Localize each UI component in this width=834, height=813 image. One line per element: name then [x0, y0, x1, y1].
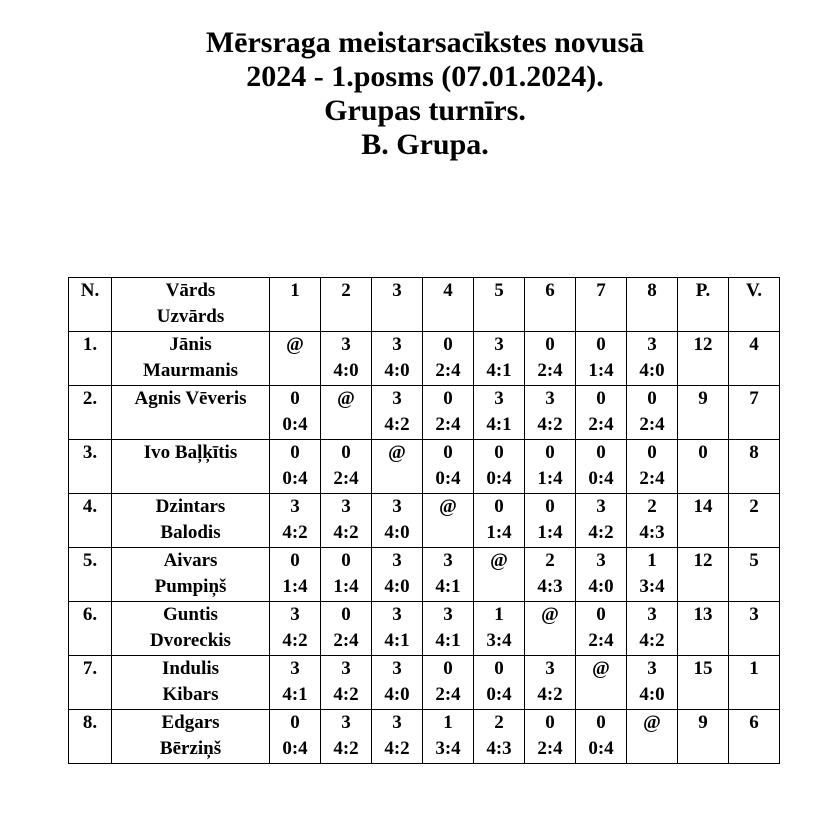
match-cell	[627, 494, 678, 548]
match-score: 3	[392, 604, 402, 625]
title-line-1: Mērsraga meistarsacīkstes novusā	[205, 26, 645, 59]
match-games: 1:4	[486, 522, 512, 543]
match-score: 0	[596, 442, 606, 463]
match-score: 3	[443, 550, 453, 571]
header-opponent-2: 2	[321, 278, 372, 332]
header-opponent-7: 7	[576, 278, 627, 332]
match-games: 2:4	[537, 738, 563, 759]
match-games: 2:4	[639, 414, 665, 435]
header-opponent-1: 1	[270, 278, 321, 332]
match-games: 3:4	[486, 630, 512, 651]
match-games: 1:4	[588, 360, 614, 381]
match-score: @	[286, 334, 304, 355]
match-cell	[525, 548, 576, 602]
match-score: @	[490, 550, 508, 571]
match-score: 0	[290, 388, 300, 409]
match-cell	[423, 656, 474, 710]
match-cell	[525, 602, 576, 656]
match-games: 2:4	[537, 360, 563, 381]
table-body	[69, 332, 780, 764]
match-games: 1:4	[333, 576, 359, 597]
match-cell	[423, 494, 474, 548]
match-cell	[627, 386, 678, 440]
match-cell	[372, 656, 423, 710]
total-points: 15	[678, 656, 729, 710]
match-score: 1	[494, 604, 504, 625]
match-score: 0	[545, 712, 555, 733]
match-games: 4:3	[537, 576, 563, 597]
match-score: 0	[341, 550, 351, 571]
match-score: 3	[392, 550, 402, 571]
player-name-line-2: Pumpiņš	[154, 576, 227, 597]
match-cell	[474, 602, 525, 656]
match-cell	[474, 332, 525, 386]
total-points: 9	[678, 710, 729, 764]
total-points: 14	[678, 494, 729, 548]
match-score: 0	[443, 388, 453, 409]
match-cell	[321, 440, 372, 494]
match-score: 0	[290, 550, 300, 571]
header-name-line-2: Uzvārds	[156, 306, 225, 327]
match-cell	[321, 548, 372, 602]
match-games: 4:2	[588, 522, 614, 543]
match-cell	[627, 548, 678, 602]
match-cell	[372, 602, 423, 656]
match-games: 4:1	[435, 576, 461, 597]
match-score: 3	[392, 712, 402, 733]
match-score: @	[388, 442, 406, 463]
header-name	[112, 278, 270, 332]
match-cell	[372, 494, 423, 548]
table-row	[69, 548, 780, 602]
player-name	[112, 710, 270, 764]
table-row	[69, 440, 780, 494]
match-cell	[576, 440, 627, 494]
match-score: 2	[545, 550, 555, 571]
match-games: 4:2	[639, 630, 665, 651]
match-cell	[576, 494, 627, 548]
match-cell	[372, 332, 423, 386]
match-cell	[576, 332, 627, 386]
match-games: 4:3	[639, 522, 665, 543]
match-cell	[627, 602, 678, 656]
match-score: @	[643, 712, 661, 733]
match-score: 2	[494, 712, 504, 733]
total-points: 12	[678, 332, 729, 386]
match-games: 2:4	[435, 414, 461, 435]
match-cell	[576, 710, 627, 764]
match-score: 3	[392, 496, 402, 517]
match-score: 3	[545, 388, 555, 409]
match-score: 3	[596, 550, 606, 571]
match-games: 0:4	[435, 468, 461, 489]
match-cell	[627, 332, 678, 386]
match-score: 3	[494, 334, 504, 355]
match-score: 0	[596, 334, 606, 355]
match-games: 4:1	[486, 414, 512, 435]
match-games: 4:0	[384, 360, 410, 381]
match-cell	[474, 386, 525, 440]
match-cell	[576, 386, 627, 440]
match-cell	[576, 602, 627, 656]
match-games: 4:0	[639, 360, 665, 381]
match-score: 2	[647, 496, 657, 517]
header-opponent-6: 6	[525, 278, 576, 332]
match-score: 3	[290, 604, 300, 625]
match-games: 2:4	[588, 414, 614, 435]
match-score: 0	[494, 442, 504, 463]
match-score: 3	[647, 604, 657, 625]
match-score: 3	[494, 388, 504, 409]
match-games: 4:0	[384, 684, 410, 705]
match-score: 3	[647, 658, 657, 679]
header-name-line-1: Vārds	[165, 280, 216, 301]
match-score: 0	[596, 388, 606, 409]
final-place: 2	[729, 494, 780, 548]
final-place: 4	[729, 332, 780, 386]
total-points: 9	[678, 386, 729, 440]
match-games: 0:4	[282, 468, 308, 489]
match-cell	[372, 548, 423, 602]
match-score: 0	[443, 442, 453, 463]
match-games: 3:4	[639, 576, 665, 597]
row-number: 6.	[69, 602, 112, 656]
match-score: 0	[545, 496, 555, 517]
row-number: 5.	[69, 548, 112, 602]
match-cell	[525, 440, 576, 494]
match-cell	[474, 440, 525, 494]
match-score: 3	[392, 658, 402, 679]
player-name-line-1: Indulis	[161, 658, 220, 679]
match-cell	[525, 656, 576, 710]
match-cell	[423, 386, 474, 440]
player-name-line-2: Bērziņš	[159, 738, 222, 759]
header-opponent-8: 8	[627, 278, 678, 332]
final-place: 7	[729, 386, 780, 440]
match-games: 4:3	[486, 738, 512, 759]
table-row	[69, 656, 780, 710]
match-games: 4:1	[435, 630, 461, 651]
match-cell	[423, 548, 474, 602]
match-score: 3	[341, 334, 351, 355]
match-score: 0	[647, 388, 657, 409]
final-place: 8	[729, 440, 780, 494]
match-score: 0	[290, 712, 300, 733]
match-score: 3	[647, 334, 657, 355]
player-name-line-1: Agnis Vēveris	[134, 388, 247, 409]
match-games: 0:4	[588, 468, 614, 489]
match-score: 3	[290, 496, 300, 517]
match-cell	[270, 548, 321, 602]
match-score: 0	[494, 496, 504, 517]
match-games: 2:4	[333, 468, 359, 489]
row-number: 4.	[69, 494, 112, 548]
header-place: V.	[729, 278, 780, 332]
match-games: 4:2	[384, 414, 410, 435]
match-games: 1:4	[282, 576, 308, 597]
match-cell	[321, 332, 372, 386]
match-cell	[270, 494, 321, 548]
player-name	[112, 494, 270, 548]
header-opponent-4: 4	[423, 278, 474, 332]
title-line-2: 2024 - 1.posms (07.01.2024).	[246, 60, 604, 93]
match-games: 2:4	[333, 630, 359, 651]
match-score: 3	[290, 658, 300, 679]
match-games: 4:2	[384, 738, 410, 759]
match-games: 2:4	[435, 684, 461, 705]
row-number: 8.	[69, 710, 112, 764]
match-cell	[525, 386, 576, 440]
match-cell	[321, 386, 372, 440]
player-name-line-1: Edgars	[161, 712, 220, 733]
match-score: 0	[443, 334, 453, 355]
player-name	[112, 440, 270, 494]
match-cell	[372, 386, 423, 440]
match-cell	[321, 656, 372, 710]
match-cell	[270, 656, 321, 710]
match-score: 0	[545, 334, 555, 355]
player-name-line-1: Dzintars	[155, 496, 226, 517]
match-score: 3	[392, 334, 402, 355]
match-games: 4:2	[333, 684, 359, 705]
player-name-line-2: Balodis	[160, 522, 221, 543]
match-score: 3	[341, 658, 351, 679]
match-score: @	[439, 496, 457, 517]
match-cell	[576, 656, 627, 710]
header-opponent-5: 5	[474, 278, 525, 332]
match-games: 0:4	[486, 468, 512, 489]
match-games: 1:4	[537, 522, 563, 543]
match-games: 4:0	[384, 522, 410, 543]
match-score: 1	[443, 712, 453, 733]
player-name	[112, 386, 270, 440]
player-name	[112, 602, 270, 656]
player-name-line-1: Jānis	[169, 334, 212, 355]
match-score: @	[337, 388, 355, 409]
match-cell	[525, 332, 576, 386]
match-cell	[423, 332, 474, 386]
match-score: 0	[443, 658, 453, 679]
match-cell	[423, 602, 474, 656]
match-score: 3	[392, 388, 402, 409]
match-score: 0	[494, 658, 504, 679]
final-place: 1	[729, 656, 780, 710]
match-score: 0	[647, 442, 657, 463]
table-row	[69, 494, 780, 548]
match-score: 3	[545, 658, 555, 679]
match-score: 1	[647, 550, 657, 571]
match-games: 0:4	[282, 738, 308, 759]
row-number: 7.	[69, 656, 112, 710]
header-number: N.	[69, 278, 112, 332]
match-games: 4:1	[486, 360, 512, 381]
match-games: 1:4	[537, 468, 563, 489]
player-name	[112, 332, 270, 386]
match-cell	[525, 710, 576, 764]
match-games: 2:4	[588, 630, 614, 651]
match-games: 2:4	[639, 468, 665, 489]
player-name	[112, 548, 270, 602]
match-score: @	[541, 604, 559, 625]
row-number: 2.	[69, 386, 112, 440]
match-games: 4:2	[333, 738, 359, 759]
match-score: 0	[596, 604, 606, 625]
player-name	[112, 656, 270, 710]
match-cell	[474, 548, 525, 602]
table-row	[69, 386, 780, 440]
match-games: 4:1	[384, 630, 410, 651]
final-place: 5	[729, 548, 780, 602]
row-number: 3.	[69, 440, 112, 494]
match-games: 3:4	[435, 738, 461, 759]
document-title	[8, 26, 834, 162]
match-cell	[270, 332, 321, 386]
match-cell	[270, 386, 321, 440]
player-name-line-2: Kibars	[162, 684, 219, 705]
header-points: P.	[678, 278, 729, 332]
match-score: 3	[443, 604, 453, 625]
match-score: 0	[341, 442, 351, 463]
match-cell	[423, 440, 474, 494]
match-score: 0	[341, 604, 351, 625]
match-cell	[321, 710, 372, 764]
match-games: 0:4	[588, 738, 614, 759]
final-place: 3	[729, 602, 780, 656]
title-line-3: Grupas turnīrs.	[324, 94, 526, 127]
match-games: 4:2	[537, 684, 563, 705]
match-games: 4:1	[282, 684, 308, 705]
total-points: 13	[678, 602, 729, 656]
match-cell	[321, 602, 372, 656]
match-cell	[372, 440, 423, 494]
match-cell	[525, 494, 576, 548]
total-points: 0	[678, 440, 729, 494]
match-score: 3	[341, 712, 351, 733]
results-table	[68, 277, 780, 764]
match-games: 0:4	[486, 684, 512, 705]
table-row	[69, 602, 780, 656]
header-opponent-3: 3	[372, 278, 423, 332]
match-cell	[474, 710, 525, 764]
match-cell	[372, 710, 423, 764]
total-points: 12	[678, 548, 729, 602]
match-games: 4:0	[639, 684, 665, 705]
match-games: 4:0	[333, 360, 359, 381]
row-number: 1.	[69, 332, 112, 386]
match-games: 4:2	[537, 414, 563, 435]
match-cell	[474, 494, 525, 548]
final-place: 6	[729, 710, 780, 764]
table-row	[69, 710, 780, 764]
match-games: 2:4	[435, 360, 461, 381]
match-cell	[270, 440, 321, 494]
match-score: 0	[290, 442, 300, 463]
match-cell	[627, 440, 678, 494]
match-games: 4:0	[588, 576, 614, 597]
match-cell	[270, 602, 321, 656]
player-name-line-1: Guntis	[163, 604, 218, 625]
match-score: 3	[596, 496, 606, 517]
match-cell	[270, 710, 321, 764]
match-score: 0	[545, 442, 555, 463]
match-cell	[627, 656, 678, 710]
match-cell	[321, 494, 372, 548]
player-name-line-2: Dvoreckis	[150, 630, 231, 651]
match-score: 3	[341, 496, 351, 517]
match-cell	[627, 710, 678, 764]
match-games: 4:0	[384, 576, 410, 597]
header-row	[69, 278, 780, 332]
match-cell	[474, 656, 525, 710]
player-name-line-2: Maurmanis	[143, 360, 238, 381]
title-line-4: B. Grupa.	[361, 128, 489, 161]
player-name-line-1: Aivars	[163, 550, 218, 571]
table-row	[69, 332, 780, 386]
match-score: 0	[596, 712, 606, 733]
match-games: 0:4	[282, 414, 308, 435]
match-games: 4:2	[282, 630, 308, 651]
player-name-line-1: Ivo Baļķītis	[143, 442, 238, 463]
match-games: 4:2	[333, 522, 359, 543]
match-score: @	[592, 658, 610, 679]
match-games: 4:2	[282, 522, 308, 543]
match-cell	[423, 710, 474, 764]
match-cell	[576, 548, 627, 602]
